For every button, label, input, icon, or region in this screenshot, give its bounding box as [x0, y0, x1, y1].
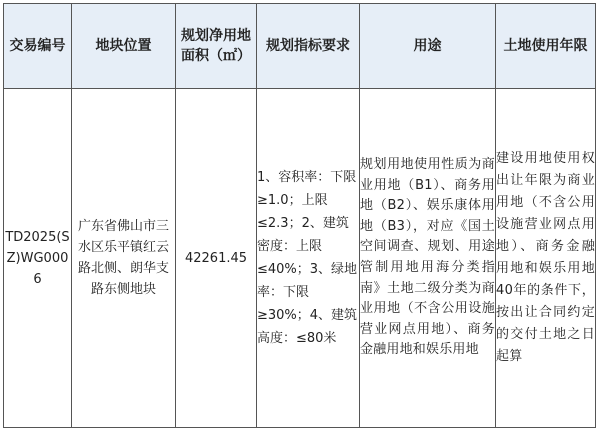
- header-row: [4, 4, 596, 89]
- header-planning-indicators: 规划指标要求: [257, 4, 360, 89]
- land-transaction-table: [3, 3, 596, 428]
- header-land-use-term: 土地使用年限: [496, 4, 596, 89]
- cell-parcel-location: [72, 89, 176, 428]
- parcel-location-text: 广东省佛山市三水区乐平镇红云路北侧、朗华支路东侧地块: [77, 219, 169, 297]
- cell-planned-area: [176, 89, 257, 428]
- planning-indicators-text: 1、容积率：下限≥1.0；上限≤2.3；2、建筑密度：上限≤40%；3、绿地率：下限≥30%；4、建筑高度：≤80米: [257, 170, 358, 346]
- header-land-usage: 用途: [360, 4, 496, 89]
- cell-planning-indicators: [257, 89, 360, 428]
- table-row: [4, 89, 596, 428]
- cell-land-usage: [360, 89, 496, 428]
- cell-land-use-term: [496, 89, 596, 428]
- land-use-term-text: 建设用地使用权出让年限为商业用地（不含公用设施营业网点用地）、商务金融用地和娱乐用地40年的条件下，按出让合同约定的交付土地之日起算: [496, 151, 595, 364]
- land-usage-text: 规划用地使用性质为商业用地（B1）、商务用地（B2）、娱乐康体用地（B3），对应《国土空间调查、规划、用途管制用地用海分类指南》土地二级分类为商业用地（不含公用设施营业网点用地）、商务金融用地和娱乐用地: [360, 157, 495, 358]
- planned-area-value: 42261.45: [184, 250, 248, 266]
- transaction-code-text: TD2025(SZ)WG0006: [5, 229, 70, 287]
- header-planned-area: 规划净用地面积（㎡）: [176, 4, 257, 89]
- cell-transaction-code: [4, 89, 72, 428]
- header-parcel-location: 地块位置: [72, 4, 176, 89]
- header-transaction-code: 交易编号: [4, 4, 72, 89]
